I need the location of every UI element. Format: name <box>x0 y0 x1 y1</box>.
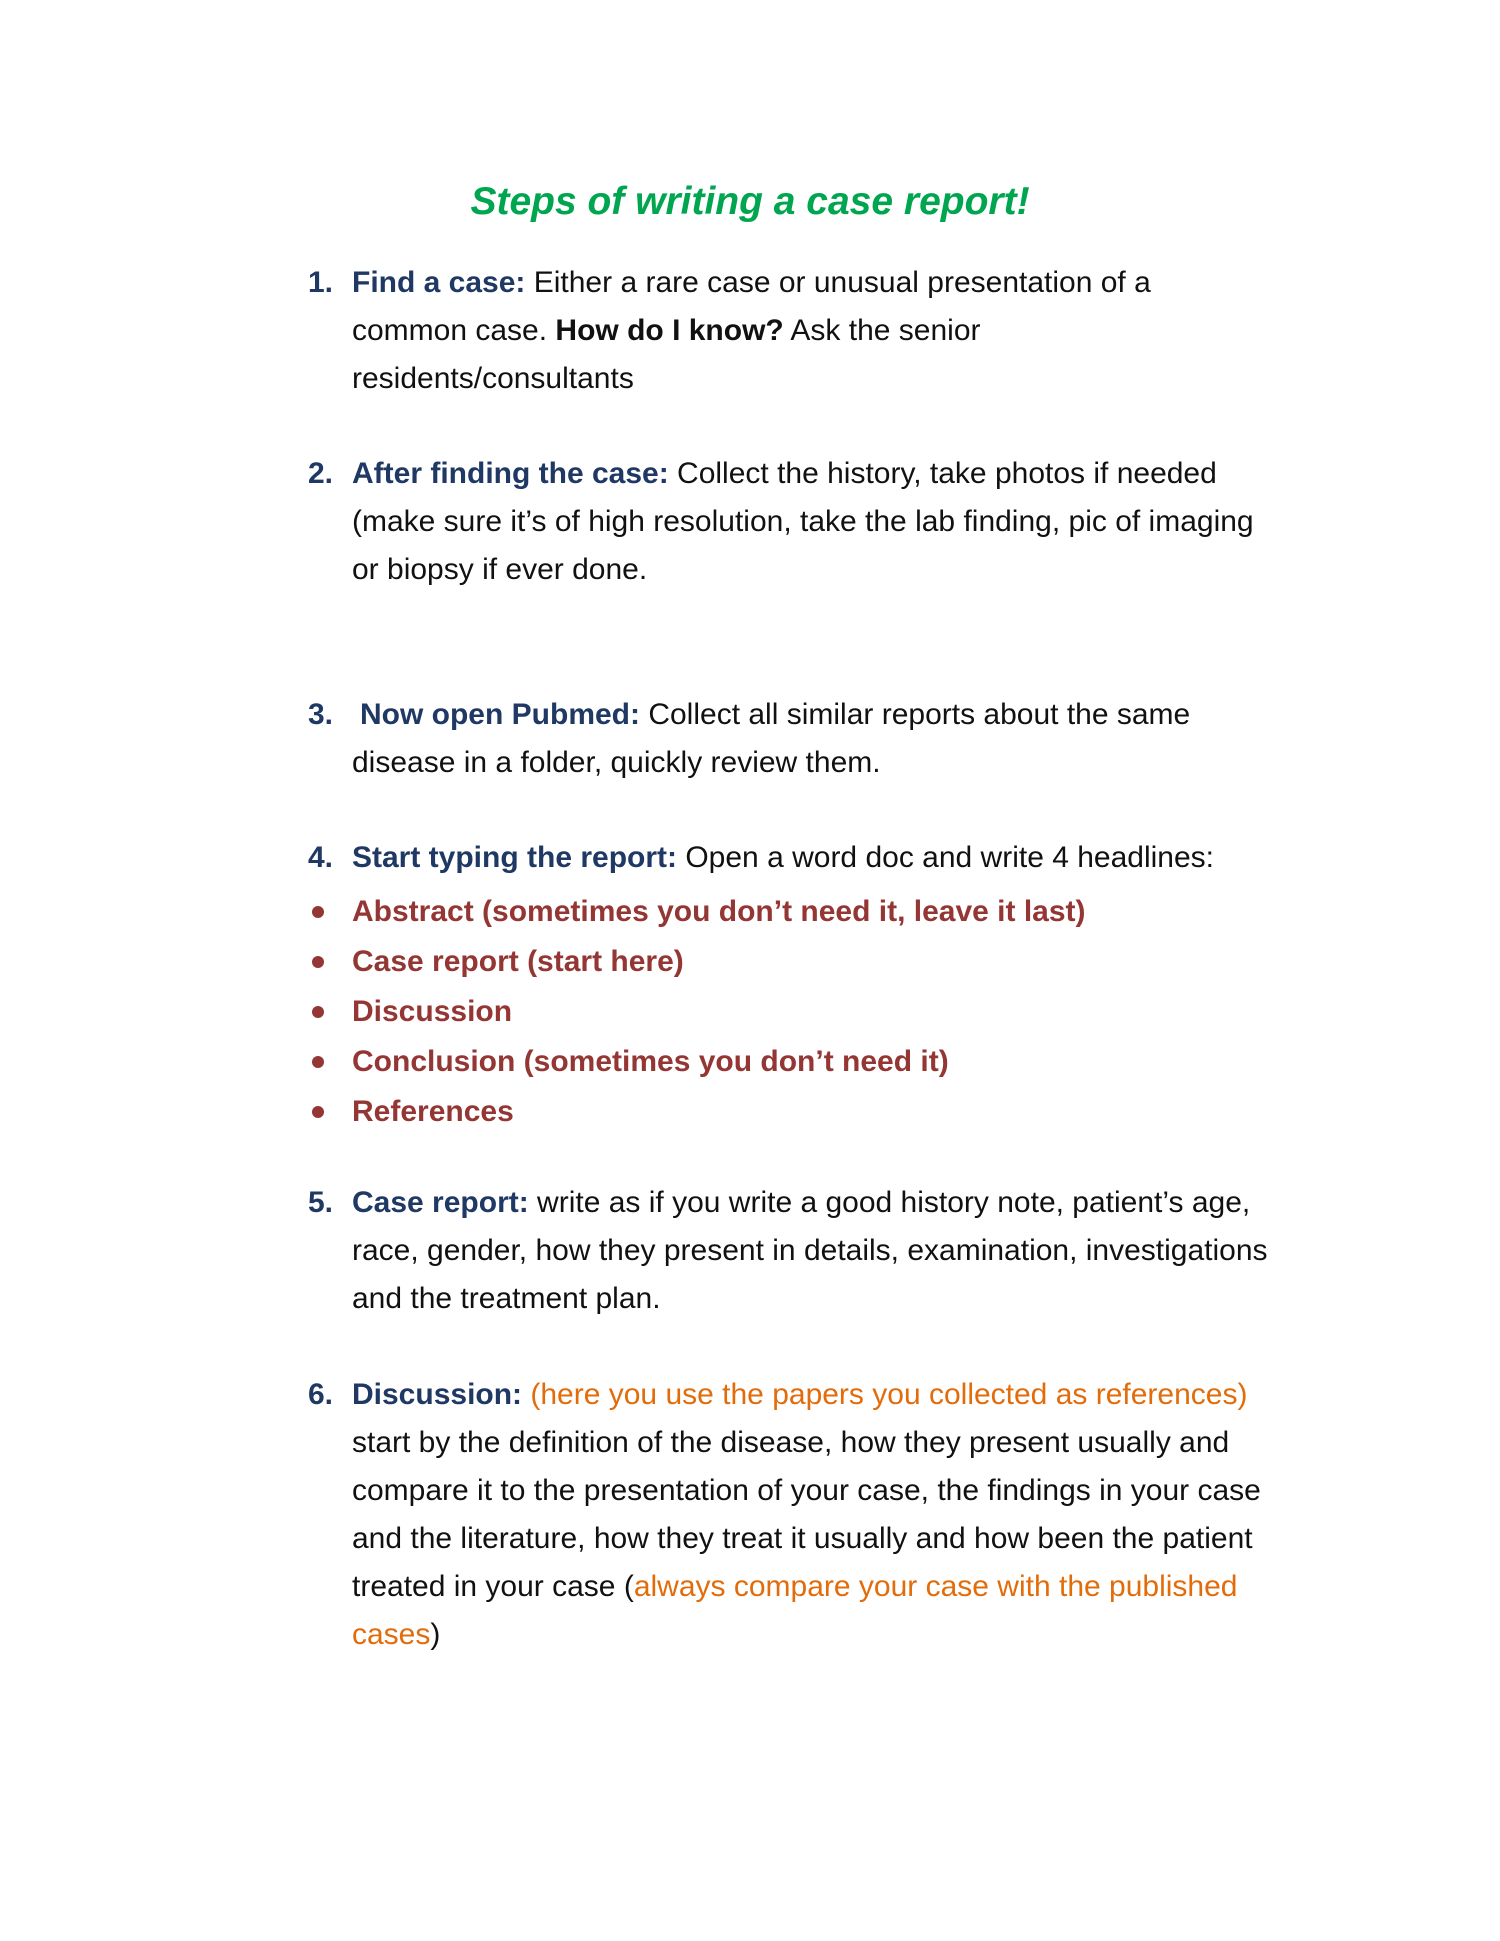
step-text: Ask the senior residents/consultants <box>352 314 981 395</box>
step-text: start by the definition of the disease, how they present usually and compare it to the presentation of your case, the findings in your case and the literature, how they treat it usually and how been the patient treated in your case ( <box>352 1426 1261 1603</box>
step-number: 5. <box>308 1186 334 1219</box>
bullet-icon <box>312 1056 324 1068</box>
step-body <box>352 259 1268 403</box>
list-item-label: Conclusion (sometimes you don’t need it) <box>352 1045 949 1078</box>
bullet-icon <box>312 1106 324 1118</box>
step-5 <box>308 1179 1268 1323</box>
step-highlight: always compare your case with the published cases <box>352 1570 1238 1651</box>
step-body <box>352 450 1268 594</box>
headline-list <box>308 887 1268 1137</box>
step-heading: Start typing the report: <box>352 841 678 874</box>
list-item <box>308 1037 1268 1087</box>
step-question: How do I know? <box>555 314 784 347</box>
bullet-icon <box>312 956 324 968</box>
list-item-label: References <box>352 1095 514 1128</box>
step-number: 2. <box>308 457 334 490</box>
bullet-icon <box>312 1006 324 1018</box>
page-title: Steps of writing a case report! <box>470 180 1030 223</box>
step-4 <box>308 834 1268 882</box>
step-text: Open a word doc and write 4 headlines: <box>677 841 1215 874</box>
step-number: 1. <box>308 266 334 299</box>
step-heading: Find a case: <box>352 266 526 299</box>
list-item <box>308 937 1268 987</box>
list-item <box>308 1087 1268 1137</box>
step-text: write as if you write a good history note, patient’s age, race, gender, how they present in details, examination, investigations and the treatment plan. <box>352 1186 1268 1315</box>
step-6 <box>308 1371 1268 1659</box>
step-heading: Case report: <box>352 1186 529 1219</box>
bullet-icon <box>312 906 324 918</box>
step-heading: After finding the case: <box>352 457 669 490</box>
list-item-label: Abstract (sometimes you don’t need it, leave it last) <box>352 895 1086 928</box>
step-number: 3. <box>308 698 334 731</box>
step-text: ) <box>430 1618 441 1651</box>
step-body <box>352 834 1268 882</box>
list-item <box>308 887 1268 937</box>
list-item-label: Discussion <box>352 995 513 1028</box>
step-3 <box>308 691 1268 787</box>
step-body <box>352 691 1268 787</box>
step-text: Collect all similar reports about the same disease in a folder, quickly review them. <box>352 698 1191 779</box>
step-text: Either a rare case or unusual presentation of a common case. <box>352 266 1151 347</box>
step-heading: Now open Pubmed: <box>360 698 640 731</box>
step-2 <box>308 450 1268 594</box>
step-text: Collect the history, take photos if needed (make sure it’s of high resolution, take the lab finding, pic of imaging or biopsy if ever done. <box>352 457 1254 586</box>
step-heading: Discussion: <box>352 1378 523 1411</box>
step-number: 4. <box>308 841 334 874</box>
step-body <box>352 1371 1268 1659</box>
step-number: 6. <box>308 1378 334 1411</box>
step-highlight: (here you use the papers you collected as references) <box>522 1378 1248 1411</box>
list-item-label: Case report (start here) <box>352 945 684 978</box>
step-body <box>352 1179 1268 1323</box>
step-1 <box>308 259 1268 403</box>
list-item <box>308 987 1268 1037</box>
